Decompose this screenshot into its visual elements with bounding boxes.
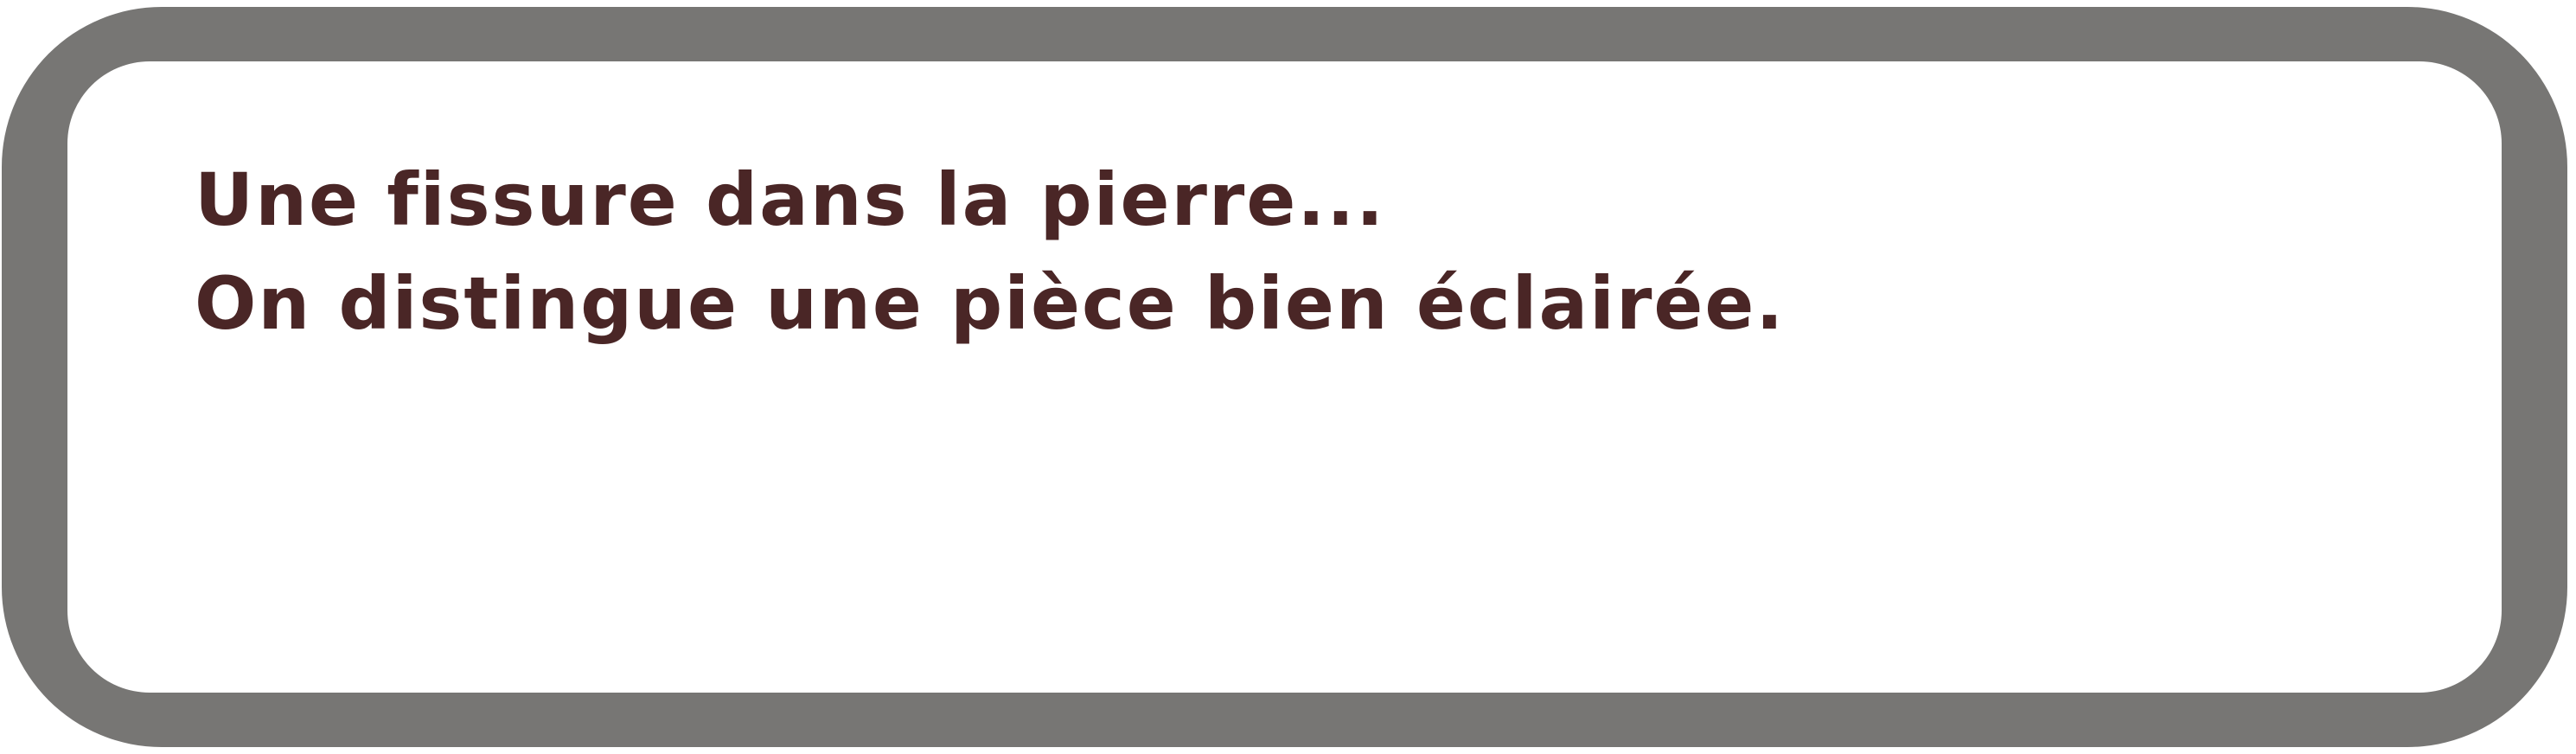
dialog-panel [67,61,2502,693]
dialog-text [195,148,1785,355]
dialog-line-1: Une fissure dans la pierre... [195,157,1386,242]
dialog-box[interactable] [2,7,2567,747]
dialog-line-2: On distingue une pièce bien éclairée. [195,261,1786,346]
